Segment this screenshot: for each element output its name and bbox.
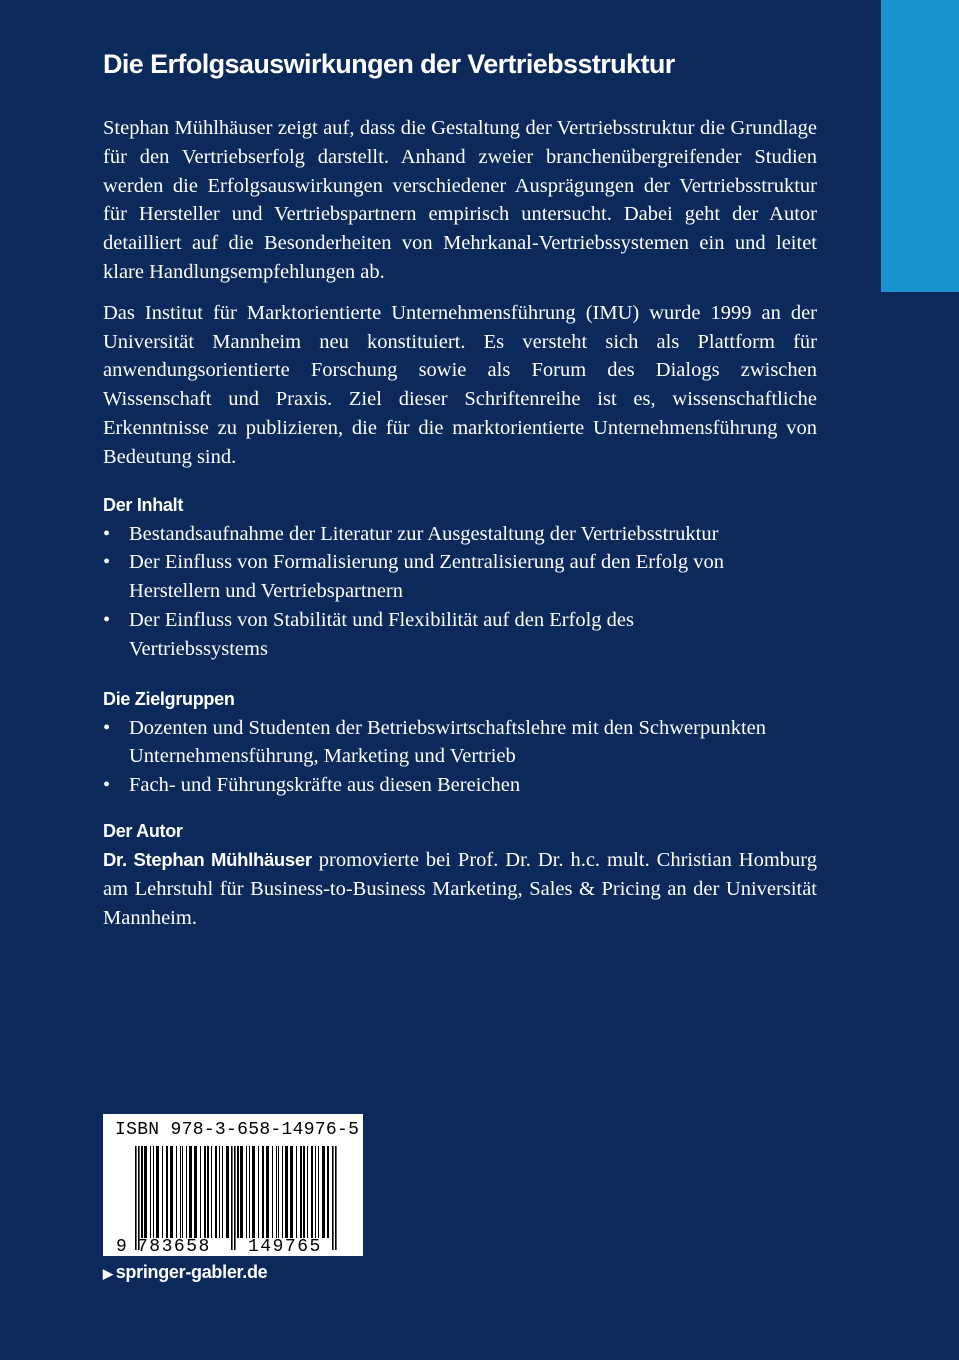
- barcode-bar: [153, 1146, 154, 1238]
- barcode-bar: [335, 1146, 337, 1250]
- arrow-right-icon: ▶: [103, 1266, 113, 1281]
- barcode-bar: [215, 1146, 217, 1238]
- barcode-bar: [252, 1146, 255, 1238]
- barcode-digits-3: 149765: [248, 1237, 322, 1256]
- barcode-bar: [170, 1146, 173, 1238]
- barcode-bar: [211, 1146, 212, 1238]
- zielgruppen-list: [103, 714, 817, 800]
- barcode-digits-2: 783658: [137, 1237, 211, 1256]
- institute-paragraph: Das Institut für Marktorientierte Unternehmensführung (IMU) wurde 1999 an der Universität Mannheim neu konstituiert. Es versteht sich als Plattform für anwendungsorientierte Forschung sowie als Forum des Dialogs zwischen Wissenschaft und Praxis. Ziel dieser Schriftenreihe ist es, wissenschaftliche Erkenntnisse zu publizieren, die für die marktorientierte Unternehmensführung von Bedeutung sind.: [103, 301, 817, 468]
- barcode-bar: [222, 1146, 223, 1238]
- barcode-bar: [278, 1146, 279, 1238]
- list-item: • Bestandsaufnahme der Literatur zur Ausgestaltung der Vertriebsstruktur: [103, 520, 817, 549]
- barcode-bar: [307, 1146, 308, 1238]
- barcode-bar: [156, 1146, 159, 1238]
- isbn-label: ISBN 978-3-658-14976-5: [115, 1120, 360, 1140]
- author-name: Dr. Stephan Mühlhäuser: [103, 848, 312, 870]
- barcode-bar: [258, 1146, 259, 1238]
- barcode-bar: [290, 1146, 293, 1238]
- intro-paragraph: Stephan Mühlhäuser zeigt auf, dass die Gestaltung der Vertriebsstruktur die Grundlage für den Vertriebserfolg darstellt. Anhand zweier branchenübergreifender Studien werden die Erfolgsauswirkungen verschiedener Ausprägungen der Vertriebsstruktur für Hersteller und Vertriebspartnern empirisch untersucht. Dabei geht der Autor detailliert auf die Besonderheiten von Mehrkanal-Vertriebssystemen ein und leitet klare Handlungsempfehlungen ab.: [103, 117, 817, 283]
- barcode-bar: [300, 1146, 302, 1238]
- barcode-bar: [138, 1146, 140, 1250]
- barcode-bar: [182, 1146, 183, 1238]
- autor-heading: Der Autor: [103, 820, 183, 841]
- bullet-icon: •: [103, 774, 111, 797]
- barcode-bar: [303, 1146, 305, 1238]
- barcode-bar: [276, 1146, 277, 1238]
- barcode-bar: [322, 1146, 325, 1238]
- barcode-bar: [207, 1146, 209, 1238]
- barcode-bar: [194, 1146, 197, 1238]
- barcode-bar: [176, 1146, 177, 1238]
- barcode-bar: [219, 1146, 220, 1238]
- barcode-digit-1: 9: [116, 1237, 127, 1256]
- barcode-bar: [249, 1146, 250, 1238]
- barcode-bar: [186, 1146, 187, 1238]
- barcode-bar: [144, 1146, 147, 1238]
- barcode-bar: [226, 1146, 229, 1238]
- accent-bar: [881, 0, 959, 292]
- barcode-bar: [240, 1146, 243, 1238]
- bullet-icon: •: [103, 608, 111, 631]
- barcode-bar: [200, 1146, 201, 1238]
- bullet-icon: •: [103, 716, 111, 739]
- publisher-url: springer-gabler.de: [115, 1262, 268, 1282]
- bullet-icon: •: [103, 551, 111, 574]
- barcode-bar: [237, 1146, 239, 1238]
- barcode-bar: [311, 1146, 313, 1238]
- barcode-bar: [231, 1146, 233, 1250]
- barcode-bar: [272, 1146, 273, 1238]
- author-paragraph: [103, 846, 817, 932]
- barcode-bar: [189, 1146, 192, 1238]
- publisher-link[interactable]: [103, 1262, 267, 1283]
- back-cover-content: [103, 44, 817, 944]
- barcode-bar: [150, 1146, 151, 1238]
- isbn-barcode: [103, 1114, 363, 1256]
- bullet-icon: •: [103, 522, 111, 545]
- book-title: Die Erfolgsauswirkungen der Vertriebsstruktur: [103, 49, 675, 79]
- barcode-bar: [266, 1146, 269, 1238]
- barcode-bar: [234, 1146, 236, 1250]
- barcode-bar: [332, 1146, 334, 1250]
- inhalt-heading: Der Inhalt: [103, 494, 184, 515]
- barcode-bar: [282, 1146, 283, 1238]
- barcode-icon: [103, 1114, 363, 1256]
- list-item: • Dozenten und Studenten der Betriebswirtschaftslehre mit den Schwerpunkten Unternehmensführung, Marketing und Vertrieb: [103, 714, 789, 772]
- barcode-bar: [162, 1146, 163, 1238]
- barcode-bar: [296, 1146, 297, 1238]
- barcode-bar: [135, 1146, 137, 1250]
- list-item: • Fach- und Führungskräfte aus diesen Bereichen: [103, 771, 817, 800]
- barcode-bar: [180, 1146, 181, 1238]
- inhalt-list: [103, 520, 817, 664]
- barcode-bar: [315, 1146, 316, 1238]
- barcode-bar: [327, 1146, 329, 1238]
- zielgruppen-heading: Die Zielgruppen: [103, 688, 235, 709]
- barcode-bar: [166, 1146, 168, 1238]
- list-item: • Der Einfluss von Formalisierung und Zentralisierung auf den Erfolg von Herstellern und Vertriebspartnern: [103, 548, 779, 606]
- barcode-bar: [141, 1146, 143, 1238]
- barcode-bar: [262, 1146, 264, 1238]
- barcode-bar: [246, 1146, 247, 1238]
- barcode-bar: [204, 1146, 206, 1238]
- barcode-bar: [285, 1146, 288, 1238]
- author-bio: promovierte bei Prof. Dr. Dr. h.c. mult. Christian Homburg am Lehrstuhl für Business-to-Business Marketing, Sales & Pricing an der Universität Mannheim.: [103, 848, 817, 929]
- barcode-bar: [318, 1146, 319, 1238]
- list-item: • Der Einfluss von Stabilität und Flexibilität auf den Erfolg des Vertriebssystems: [103, 606, 689, 664]
